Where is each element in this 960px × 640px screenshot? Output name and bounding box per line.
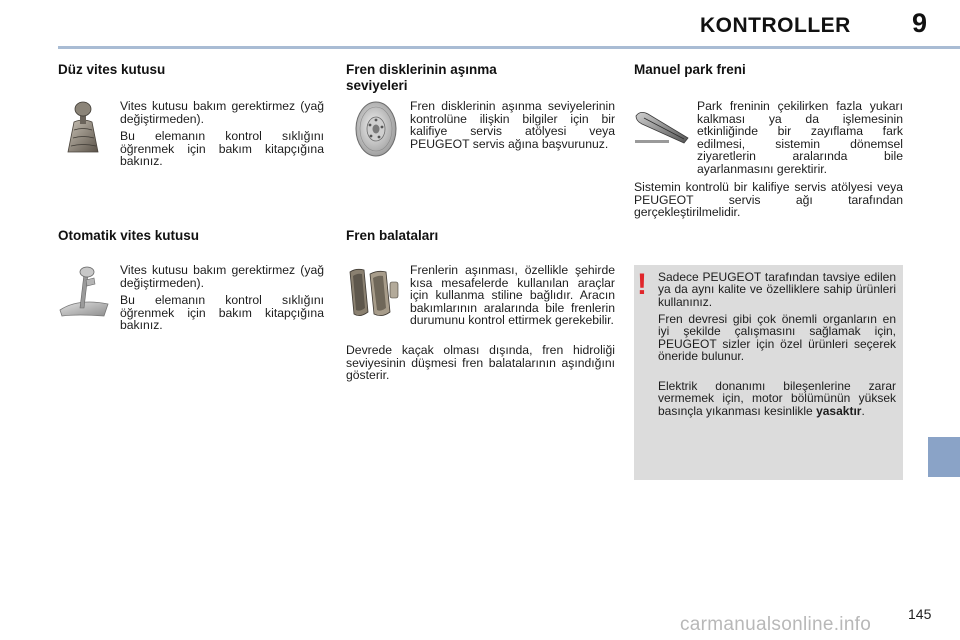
manual-gearbox-title: Düz vites kutusu — [58, 62, 166, 77]
notice-box — [634, 265, 903, 480]
brake-disc-icon — [352, 100, 398, 158]
page-number: 145 — [908, 606, 932, 622]
brake-pads-icon — [346, 264, 402, 320]
parking-brake-text-2: Sistemin kontrolü bir kalifiye servis atölyesi veya PEUGEOT servis ağı tarafından gerçekleştirilmelidir. — [634, 180, 903, 220]
notice-text-1: Sadece PEUGEOT tarafından tavsiye edilen ya da aynı kalite ve özelliklere sahip ürünleri kullanınız. — [658, 270, 896, 309]
notice-text-3-main: Elektrik donanımı bileşenlerine zarar vermemek için, motor bölümünün yüksek basınçla yıkanması kesinlikle — [658, 379, 896, 418]
warning-icon: ! — [637, 268, 647, 301]
notice-text-2: Fren devresi gibi çok önemli organların en iyi şekilde çalışmasını sağlamak için, PEUGEOT sizler için özel ürünleri seçerek öneride bulunur. — [658, 312, 896, 364]
brake-pads-text-1a — [410, 264, 615, 327]
brake-discs-title — [346, 62, 497, 94]
chapter-title: KONTROLLER — [700, 14, 851, 37]
brake-pads-text-1: Frenlerin aşınması, özellikle şehirde kısa mesafelerde kullanılan araçlar için kullanma stiline bağlıdır. Aracın bakımlarının aralarında bile frenlerin durumunu kontrol ettirmek gerekebilir. — [410, 263, 615, 328]
automatic-gearbox-text-2: Bu elemanın kontrol sıklığını öğrenmek için bakım kitapçığına bakınız. — [120, 293, 324, 333]
automatic-gearbox-title: Otomatik vites kutusu — [58, 228, 200, 243]
manual-gearbox-text-2: Bu elemanın kontrol sıklığını öğrenmek için bakım kitapçığına bakınız. — [120, 129, 324, 169]
brake-pads-title: Fren balataları — [346, 228, 439, 243]
brake-discs-title-line-1: Fren disklerinin aşınma — [346, 62, 497, 77]
parking-brake-title: Manuel park freni — [634, 62, 746, 77]
brake-pads-text-2: Devrede kaçak olması dışında, fren hidroliği seviyesinin düşmesi fren balatalarının aşındığını gösterir. — [346, 343, 615, 383]
header-divider — [58, 46, 960, 49]
brake-discs-title-line-2: seviyeleri — [346, 78, 408, 93]
automatic-gearbox-text-1: Vites kutusu bakım gerektirmez (yağ değiştirmeden). — [120, 263, 324, 290]
parking-brake-lever-icon — [634, 106, 690, 144]
gear-knob-icon — [62, 100, 104, 156]
notice-text-3 — [658, 380, 896, 417]
brake-discs-text: Fren disklerinin aşınma seviyelerinin kontrolüne ilişkin bilgiler için bir kalifiye servis atölyesi veya PEUGEOT servis ağına başvurunuz. — [410, 99, 615, 151]
parking-brake-text-1: Park freninin çekilirken fazla yukarı kalkması ya da işlemesinin etkinliğinde bir zayıflama fark edilmesi, sistemin dönemsel ziyaretlerin aralarında bile ayarlanmasını gerektirir. — [697, 99, 903, 176]
chapter-number: 9 — [912, 8, 928, 38]
notice-text-3-bold: yasaktır — [816, 403, 862, 418]
chapter-tab[interactable] — [928, 437, 960, 477]
automatic-gear-selector-icon — [58, 264, 110, 318]
watermark: carmanualsonline.info — [680, 614, 872, 635]
notice-text-3-end: . — [861, 403, 865, 418]
manual-gearbox-text-1: Vites kutusu bakım gerektirmez (yağ değiştirmeden). — [120, 99, 324, 126]
